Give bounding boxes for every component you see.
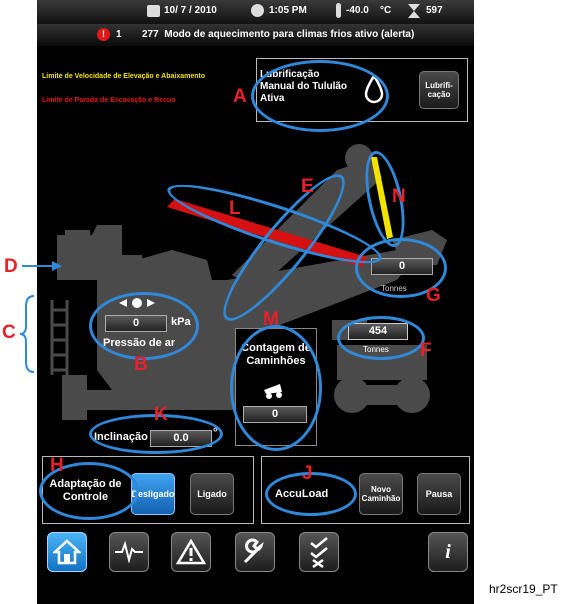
pause-button[interactable]: Pausa	[417, 473, 461, 515]
air-pressure-unit: kPa	[171, 316, 191, 328]
control-adaptation-off-button[interactable]: Desligado	[131, 473, 175, 515]
maintenance-button[interactable]	[235, 532, 275, 572]
hourglass-icon-bottom	[408, 11, 420, 18]
checklist-icon	[307, 536, 331, 568]
annotation-letter-m: M	[263, 309, 279, 330]
alert-bar[interactable]	[37, 24, 474, 46]
annotation-letter-g: G	[426, 285, 441, 306]
truck-payload-value: 454	[348, 323, 408, 340]
annotation-arrow-d	[22, 259, 62, 273]
info-icon: i	[445, 540, 451, 563]
inclination-unit: °	[213, 425, 218, 439]
info-button[interactable]	[428, 532, 468, 572]
control-adaptation-on-button[interactable]: Ligado	[190, 473, 234, 515]
home-button[interactable]	[47, 532, 87, 572]
annotation-ellipse-b	[89, 292, 199, 360]
truck-count-value: 0	[243, 406, 307, 423]
temperature-unit: °C	[380, 5, 392, 16]
temperature-text: -40.0	[346, 5, 369, 16]
annotation-letter-d: D	[4, 256, 18, 277]
hoist-speed-limit-text: Limite de Velocidade de Elevação e Abaixamento	[42, 73, 206, 80]
checklist-button[interactable]	[299, 532, 339, 572]
bucket-payload-value: 0	[371, 258, 433, 275]
date-text: 10/ 7 / 2010	[164, 5, 217, 16]
air-pressure-value: 0	[105, 315, 167, 332]
warning-icon	[176, 539, 206, 565]
annotation-letter-l: L	[229, 198, 241, 219]
annotation-letter-b: B	[134, 354, 148, 375]
annotation-letter-c: C	[2, 322, 16, 343]
clock-icon	[251, 4, 264, 17]
lubrication-button[interactable]: Lubrifi-cação	[419, 71, 459, 109]
status-bar	[37, 0, 474, 24]
annotation-letter-f: F	[420, 340, 432, 361]
air-pressure-label: Pressão de ar	[103, 337, 176, 349]
wrench-icon	[241, 538, 269, 566]
annotation-ellipse-a	[251, 60, 389, 132]
dig-stop-limit-text: Limite de Parada de Escavação e Recuo	[42, 97, 176, 104]
hourglass-icon	[408, 4, 420, 11]
inclination-value: 0.0	[150, 430, 212, 447]
waveform-icon	[114, 541, 144, 563]
annotation-letter-n: N	[392, 186, 406, 207]
home-icon	[53, 539, 81, 565]
new-truck-button[interactable]: Novo Caminhão	[359, 473, 403, 515]
alert-count: 1	[116, 29, 122, 40]
annotation-letter-j: J	[302, 463, 313, 484]
thermometer-icon	[336, 3, 341, 18]
control-adaptation-label: Adaptação de Controle	[49, 478, 122, 503]
lubrication-status-text: Lubrificação Manual do Tululão Ativa	[260, 69, 348, 104]
time-text: 1:05 PM	[269, 5, 307, 16]
annotation-letter-a: A	[233, 86, 247, 107]
annotation-letter-e: E	[301, 176, 314, 197]
annotation-ellipse-f	[337, 316, 425, 360]
truck-payload-unit: Tonnes	[363, 345, 389, 354]
figure-id: hr2scr19_PT	[489, 582, 558, 596]
annotation-letter-k: K	[154, 404, 168, 425]
operator-display	[37, 0, 474, 604]
inclination-label: Inclinação	[94, 431, 148, 443]
truck-count-label: Contagem de Caminhões	[241, 342, 311, 367]
annotation-ellipse-m	[230, 325, 322, 451]
hours-text: 597	[426, 5, 443, 16]
trends-button[interactable]	[109, 532, 149, 572]
accuload-label: AccuLoad	[275, 488, 329, 500]
annotation-letter-h: H	[50, 455, 64, 476]
calendar-icon	[147, 5, 160, 17]
alarms-button[interactable]	[171, 532, 211, 572]
annotation-brace-c	[20, 294, 36, 374]
alert-message: 277 Modo de aquecimento para climas frios ativo (alerta)	[142, 29, 415, 40]
bucket-payload-unit: Tonnes	[381, 284, 407, 293]
alert-icon: !	[97, 28, 110, 41]
